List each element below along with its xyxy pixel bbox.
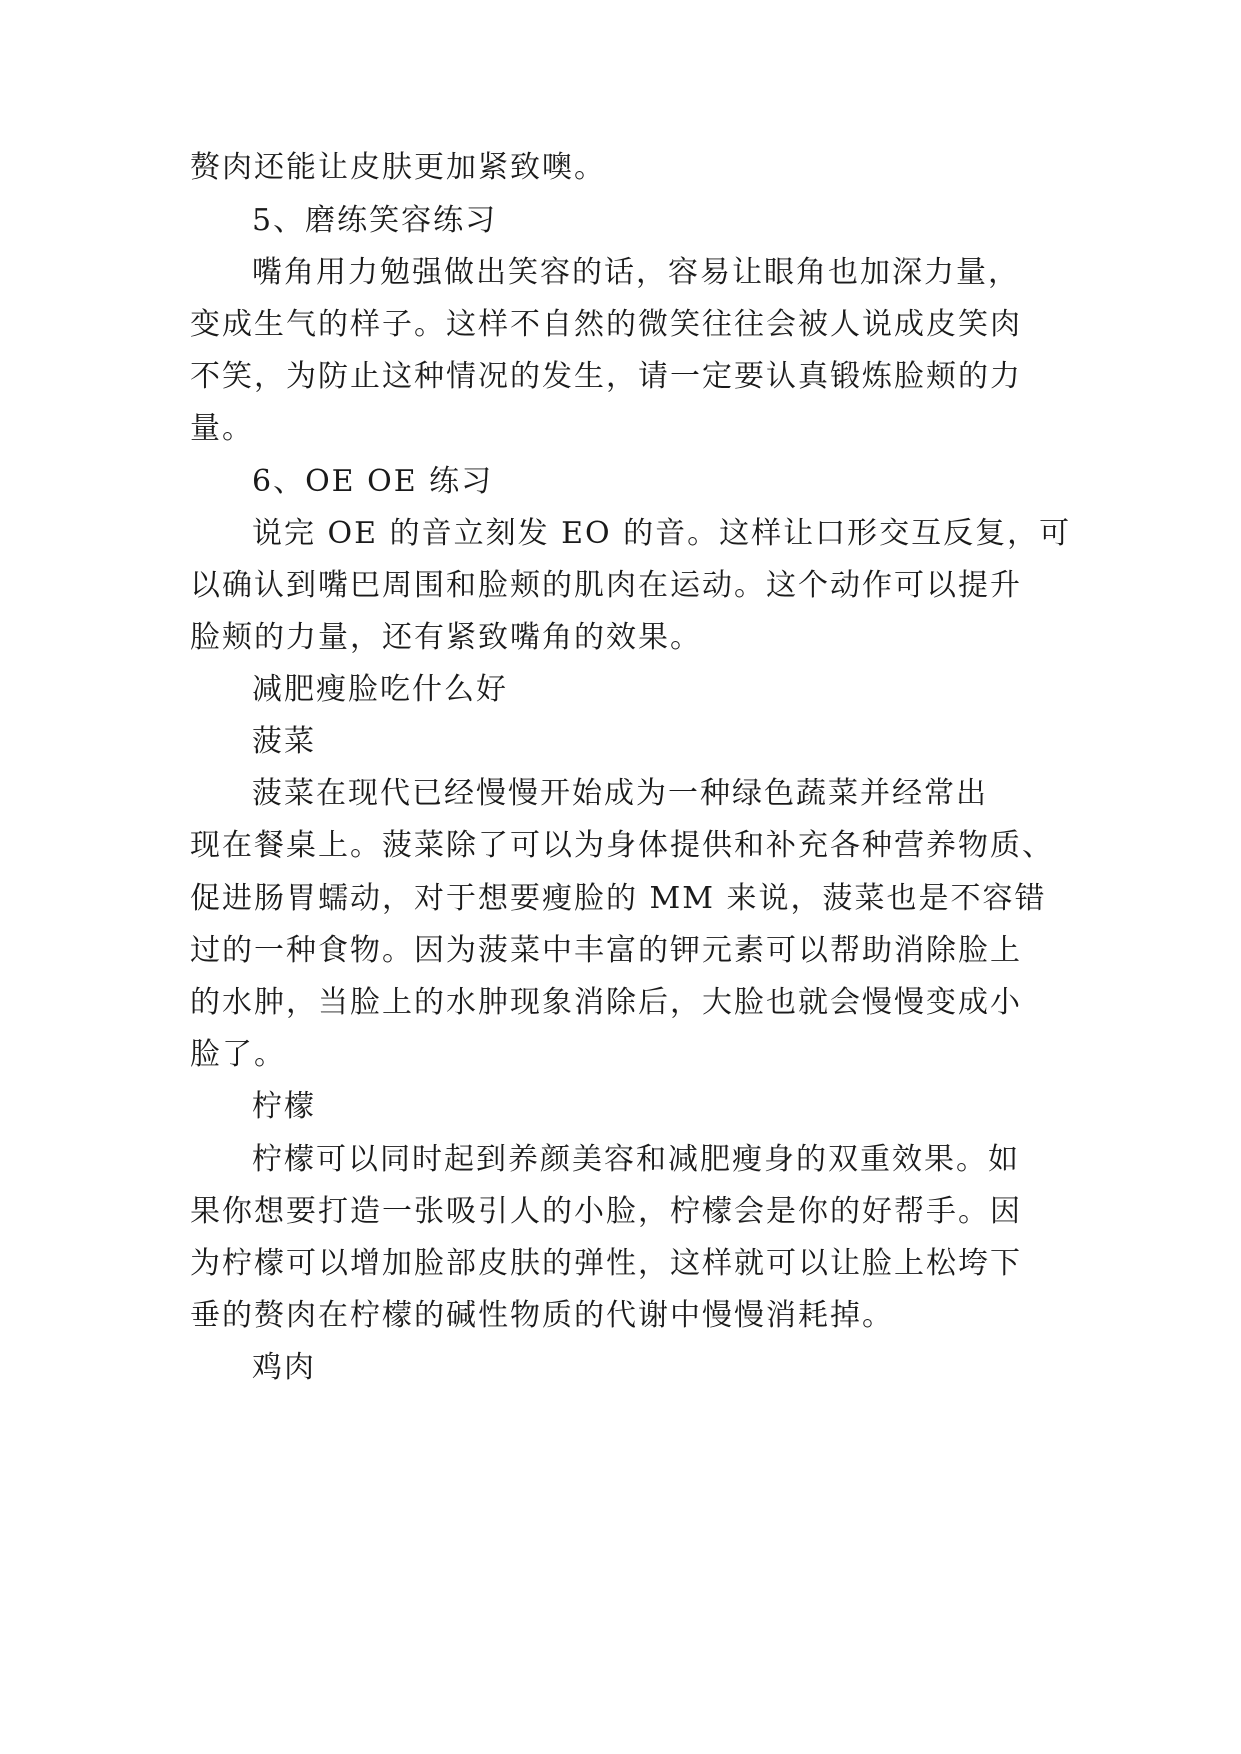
section-heading: 5、磨练笑容练习: [252, 203, 498, 238]
paragraph-line: 过的一种食物。因为菠菜中丰富的钾元素可以帮助消除脸上: [190, 933, 1022, 968]
paragraph-line: 果你想要打造一张吸引人的小脸，柠檬会是你的好帮手。因: [190, 1194, 1022, 1229]
paragraph-line: 赘肉还能让皮肤更加紧致噢。: [190, 150, 606, 185]
section-heading: 鸡肉: [252, 1350, 316, 1385]
paragraph-line: 以确认到嘴巴周围和脸颊的肌肉在运动。这个动作可以提升: [190, 568, 1022, 603]
paragraph-line: 量。: [190, 411, 254, 446]
paragraph-line: 垂的赘肉在柠檬的碱性物质的代谢中慢慢消耗掉。: [190, 1298, 894, 1333]
section-heading: 减肥瘦脸吃什么好: [252, 672, 508, 707]
paragraph-line: 柠檬可以同时起到养颜美容和减肥瘦身的双重效果。如: [252, 1142, 1020, 1177]
paragraph-line: 菠菜在现代已经慢慢开始成为一种绿色蔬菜并经常出: [252, 776, 988, 811]
paragraph-line: 变成生气的样子。这样不自然的微笑往往会被人说成皮笑肉: [190, 307, 1022, 342]
paragraph-line: 脸了。: [190, 1037, 286, 1072]
paragraph-line: 不笑，为防止这种情况的发生，请一定要认真锻炼脸颊的力: [190, 359, 1022, 394]
paragraph-line: 脸颊的力量，还有紧致嘴角的效果。: [190, 620, 702, 655]
paragraph-line: 的水肿，当脸上的水肿现象消除后，大脸也就会慢慢变成小: [190, 985, 1022, 1020]
section-heading: 柠檬: [252, 1089, 316, 1124]
paragraph-line: 嘴角用力勉强做出笑容的话，容易让眼角也加深力量，: [252, 255, 1020, 290]
paragraph-line: 现在餐桌上。菠菜除了可以为身体提供和补充各种营养物质、: [190, 828, 1054, 863]
section-heading: 菠菜: [252, 724, 316, 759]
paragraph-line: 促进肠胃蠕动，对于想要瘦脸的 MM 来说，菠菜也是不容错: [190, 881, 1047, 916]
section-heading: 6、OE OE 练习: [252, 464, 494, 499]
paragraph-line: 说完 OE 的音立刻发 EO 的音。这样让口形交互反复，可: [252, 516, 1072, 551]
paragraph-line: 为柠檬可以增加脸部皮肤的弹性，这样就可以让脸上松垮下: [190, 1246, 1022, 1281]
